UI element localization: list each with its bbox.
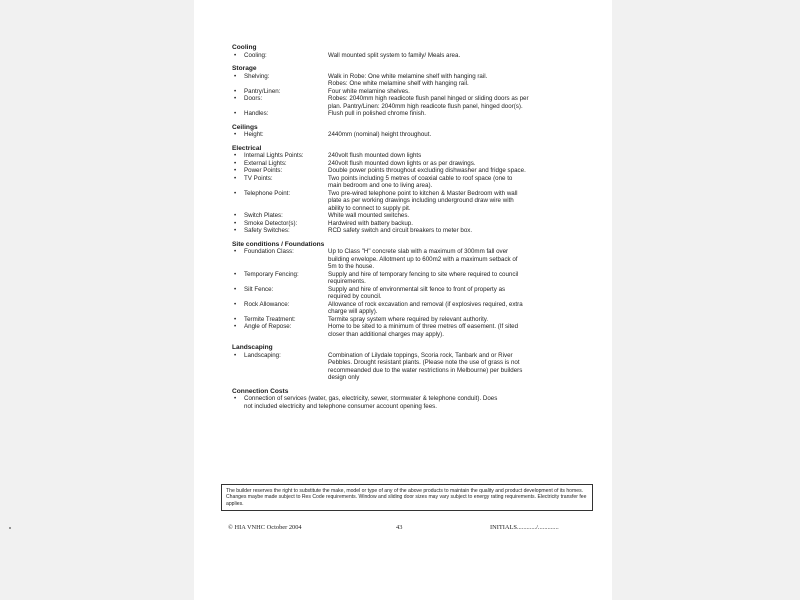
spec-label: Foundation Class:	[244, 248, 294, 255]
spec-value-line: Double power points throughout excluding dishwasher and fridge space.	[328, 167, 526, 174]
spec-value-line: Allowance of rock excavation and removal (if explosives required, extra	[328, 300, 523, 308]
spec-value-line: Termite spray system where required by relevant authority.	[328, 315, 489, 323]
spec-value-line: 2440mm (nominal) height throughout.	[328, 131, 432, 138]
spec-value	[328, 88, 592, 96]
spec-value-line: Wall mounted split system to family/ Meals area.	[328, 51, 461, 59]
spec-value	[328, 131, 592, 139]
spec-label: Silt Fence:	[244, 285, 274, 293]
spec-label: External Lights:	[244, 159, 287, 167]
section-title: Electrical	[232, 144, 262, 152]
spec-label: Landscaping:	[244, 351, 281, 359]
bullet-icon: •	[234, 395, 237, 402]
spec-value-line: 5m to the house.	[328, 263, 375, 270]
section	[232, 124, 592, 139]
spec-label: Angle of Repose:	[244, 323, 292, 330]
spec-value-line: Connection of services (water, gas, electricity, sewer, stormwater & telephone conduit). Does	[244, 395, 498, 402]
spec-row	[232, 95, 592, 110]
section	[232, 241, 592, 339]
document-page	[194, 0, 612, 600]
spec-row	[232, 110, 592, 118]
bullet-icon: •	[234, 159, 237, 167]
spec-value-line: required by council.	[328, 293, 382, 300]
bullet-icon: •	[234, 212, 237, 219]
spec-value	[328, 95, 592, 110]
section	[232, 344, 592, 382]
spec-row	[232, 352, 592, 382]
spec-row	[232, 88, 592, 96]
spec-value	[328, 110, 592, 118]
bullet-icon: •	[234, 351, 237, 359]
bullet-icon: •	[234, 131, 237, 138]
spec-value	[328, 316, 592, 324]
spec-value	[328, 73, 592, 88]
spec-value-line: ability to connect to supply pit.	[328, 204, 411, 212]
spec-label: Handles:	[244, 110, 269, 117]
spec-value-line: building envelope. Allotment up to 600m2 with a maximum setback of	[328, 255, 518, 263]
spec-value	[328, 220, 592, 228]
section	[232, 65, 592, 118]
bullet-icon: •	[234, 270, 237, 278]
bullet-icon: •	[234, 167, 237, 174]
spec-label: Rock Allowance:	[244, 300, 290, 308]
scan-mark	[9, 527, 11, 529]
spec-value	[328, 352, 592, 382]
spec-label: Smoke Detector(s):	[244, 219, 298, 227]
spec-row	[232, 248, 592, 271]
spec-value-line: design only	[328, 374, 360, 381]
spec-value-line: requirements.	[328, 278, 366, 285]
spec-value	[328, 190, 592, 213]
spec-label: Temporary Fencing:	[244, 270, 299, 278]
bullet-icon: •	[234, 174, 237, 182]
bullet-icon: •	[234, 227, 237, 234]
spec-value-line: Two points including 5 metres of coaxial cable to roof space (one to	[328, 174, 513, 182]
spec-value-line: Robes: One white melamine shelf with hanging rail.	[328, 80, 469, 87]
spec-row	[232, 52, 592, 60]
spec-row	[232, 175, 592, 190]
spec-value	[328, 286, 592, 301]
spec-value-line: Up to Class "H" concrete slab with a maximum of 300mm fall over	[328, 248, 509, 255]
spec-value	[328, 152, 592, 160]
spec-value	[328, 160, 592, 168]
spec-value-line: Flush pull in polished chrome finish.	[328, 110, 427, 117]
spec-value-line: recommeanded due to the water restrictions in Melbourne) per builders	[328, 366, 523, 374]
spec-value-line: Supply and hire of temporary fencing to site where required to council	[328, 270, 519, 278]
bullet-icon: •	[234, 72, 237, 80]
section-title: Storage	[232, 65, 257, 72]
bullet-icon: •	[234, 285, 237, 293]
spec-value-line: Walk in Robe: One white melamine shelf with hanging rail.	[328, 72, 488, 80]
bullet-icon: •	[234, 95, 237, 102]
section-title: Ceilings	[232, 123, 258, 131]
spec-value-line: RCD safety switch and circuit breakers to meter box.	[328, 227, 473, 234]
spec-value-line: plan. Pantry/Linen: 2040mm high readicote flush panel, hinged door(s).	[328, 102, 523, 110]
spec-value	[328, 227, 592, 235]
spec-value-line: Combination of Lilydale toppings, Scoria rock, Tanbark and or River	[328, 351, 513, 359]
section	[232, 388, 592, 411]
spec-value	[328, 175, 592, 190]
spec-row	[232, 220, 592, 228]
bullet-icon: •	[234, 300, 237, 308]
spec-row	[232, 286, 592, 301]
spec-value	[328, 323, 592, 338]
spec-value-line: Home to be sited to a minimum of three metres off easement. (If sited	[328, 323, 519, 330]
spec-value	[328, 301, 592, 316]
spec-value	[328, 167, 592, 175]
spec-value-line: charge will apply).	[328, 308, 378, 315]
spec-label: Telephone Point:	[244, 189, 291, 197]
spec-row	[232, 212, 592, 220]
spec-row	[232, 160, 592, 168]
spec-label: Shelving:	[244, 72, 270, 80]
spec-label: Safety Switches:	[244, 227, 290, 234]
spec-row	[232, 73, 592, 88]
spec-row	[232, 395, 592, 410]
spec-row	[232, 227, 592, 235]
bullet-icon: •	[234, 219, 237, 227]
spec-label: Doors:	[244, 95, 263, 102]
spec-row	[232, 167, 592, 175]
section-title: Landscaping	[232, 344, 273, 351]
spec-value-line: closer than additional charges may apply).	[328, 330, 444, 338]
section-title: Connection Costs	[232, 387, 289, 395]
spec-row	[232, 131, 592, 139]
bullet-icon: •	[234, 152, 237, 159]
spec-label: Cooling:	[244, 51, 267, 59]
bullet-icon: •	[234, 315, 237, 323]
spec-row	[232, 152, 592, 160]
spec-label: Internal Lights Points:	[244, 152, 304, 159]
spec-value-line: 240volt flush mounted down lights	[328, 152, 422, 159]
spec-label: Switch Plates:	[244, 212, 283, 219]
section	[232, 145, 592, 235]
spec-value-line: 240volt flush mounted down lights or as per drawings.	[328, 159, 476, 167]
spec-content	[232, 44, 592, 416]
spec-value-line: Robes: 2040mm high readicote flush panel hinged or sliding doors as per	[328, 95, 529, 102]
disclaimer-box	[221, 484, 593, 511]
section-title: Site conditions / Foundations	[232, 240, 325, 248]
footer-copyright: © HIA VNHC October 2004	[228, 524, 302, 531]
spec-label: Termite Treatment:	[244, 315, 296, 323]
spec-row	[232, 301, 592, 316]
spec-value	[328, 52, 592, 60]
spec-value-line: Four white melamine shelves.	[328, 87, 410, 95]
spec-value	[328, 271, 592, 286]
spec-value-line: Two pre-wired telephone point to kitchen & Master Bedroom with wall	[328, 189, 518, 197]
bullet-icon: •	[234, 189, 237, 197]
spec-value-line: main bedroom and one to living area).	[328, 182, 433, 189]
spec-value	[328, 212, 592, 220]
spec-value	[328, 248, 592, 271]
footer-initials: INITIALS............/.............	[490, 524, 559, 531]
bullet-icon: •	[234, 323, 237, 330]
spec-label: Height:	[244, 131, 264, 138]
bullet-icon: •	[234, 110, 237, 117]
spec-label: TV Points:	[244, 174, 273, 182]
disclaimer-text: The builder reserves the right to substitute the make, model or type of any of the above products to maintain the quality and product development of its homes. Changes maybe made subject to Res Code requirements. Window and sliding door sizes may vary subject to energy rating requirements. Electricity transfer fee applies.	[226, 488, 587, 507]
spec-row	[232, 323, 592, 338]
spec-value	[244, 395, 592, 410]
section	[232, 44, 592, 59]
bullet-icon: •	[234, 51, 237, 59]
spec-row	[232, 316, 592, 324]
spec-value-line: Pebbles. Drought resistant plants. (Please note the use of grass is not	[328, 359, 520, 366]
spec-label: Power Points:	[244, 167, 283, 174]
bullet-icon: •	[234, 87, 237, 95]
spec-value-line: White wall mounted switches.	[328, 212, 410, 219]
section-title: Cooling	[232, 44, 257, 51]
spec-row	[232, 190, 592, 213]
spec-value-line: not included electricity and telephone consumer account opening fees.	[244, 402, 437, 410]
footer-page-number: 43	[396, 524, 403, 531]
spec-label: Pantry/Linen:	[244, 87, 281, 95]
spec-row	[232, 271, 592, 286]
spec-value-line: Hardwired with battery backup.	[328, 219, 413, 227]
bullet-icon: •	[234, 248, 237, 255]
spec-value-line: plate as per working drawings including underground draw wire with	[328, 197, 514, 204]
spec-value-line: Supply and hire of environmental silt fence to front of property as	[328, 285, 506, 293]
